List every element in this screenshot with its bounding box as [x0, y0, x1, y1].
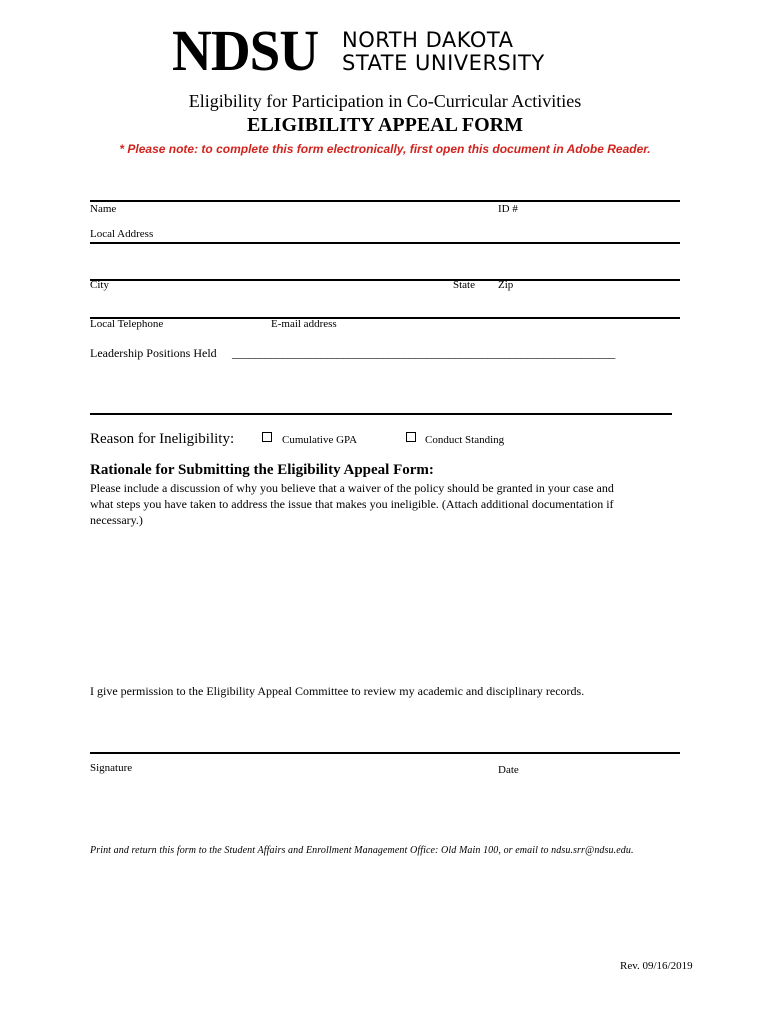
id-label: ID # [498, 203, 518, 215]
rationale-text-area[interactable] [90, 530, 680, 670]
conduct-standing-label: Conduct Standing [425, 434, 505, 446]
adobe-reader-note: * Please note: to complete this form electronically, first open this document in Adobe Reader. [119, 142, 651, 156]
reason-label: Reason for Ineligibility: [90, 431, 235, 447]
local-telephone-label: Local Telephone [90, 318, 164, 330]
rationale-line-2: what steps you have taken to address the issue that makes you ineligible. (Attach additional documentation if [90, 497, 614, 511]
state-label: State [453, 279, 475, 291]
permission-statement: I give permission to the Eligibility Appeal Committee to review my academic and disciplinary records. [90, 684, 585, 698]
revision-date: Rev. 09/16/2019 [620, 960, 693, 972]
return-instructions: Print and return this form to the Student Affairs and Enrollment Management Office: Old Main 100, or email to ndsu.srr@ndsu.edu. [90, 845, 634, 856]
cumulative-gpa-label: Cumulative GPA [282, 434, 358, 446]
signature-label: Signature [90, 762, 133, 774]
ndsu-logo-wordmark: NDSU [172, 18, 319, 83]
date-label: Date [498, 764, 519, 776]
local-address-line[interactable] [90, 242, 680, 244]
city-label: City [90, 279, 109, 291]
conduct-standing-checkbox[interactable] [406, 432, 416, 442]
form-subtitle: Eligibility for Participation in Co-Curricular Activities [188, 91, 582, 111]
city-state-zip-line[interactable] [90, 279, 680, 281]
leadership-field[interactable]: _____________________________________________________________________ [232, 346, 615, 360]
logo-line-2: STATE UNIVERSITY [342, 51, 545, 75]
email-label: E-mail address [271, 318, 337, 330]
local-address-label: Local Address [90, 228, 154, 240]
telephone-email-line[interactable] [90, 317, 680, 319]
rationale-title: Rationale for Submitting the Eligibility Appeal Form: [90, 462, 434, 478]
rationale-instructions [90, 480, 690, 528]
cumulative-gpa-checkbox[interactable] [262, 432, 272, 442]
signature-line[interactable] [90, 752, 680, 754]
rationale-line-3: necessary.) [90, 513, 143, 527]
name-line[interactable] [90, 200, 680, 202]
section-divider [90, 413, 672, 415]
ndsu-logo-text [342, 30, 545, 74]
logo-line-1: NORTH DAKOTA [342, 28, 514, 52]
zip-label: Zip [498, 279, 514, 291]
form-title: ELIGIBILITY APPEAL FORM [247, 114, 523, 136]
rationale-line-1: Please include a discussion of why you believe that a waiver of the policy should be granted in your case and [90, 481, 614, 495]
leadership-label: Leadership Positions Held [90, 346, 217, 360]
name-label: Name [90, 203, 117, 215]
